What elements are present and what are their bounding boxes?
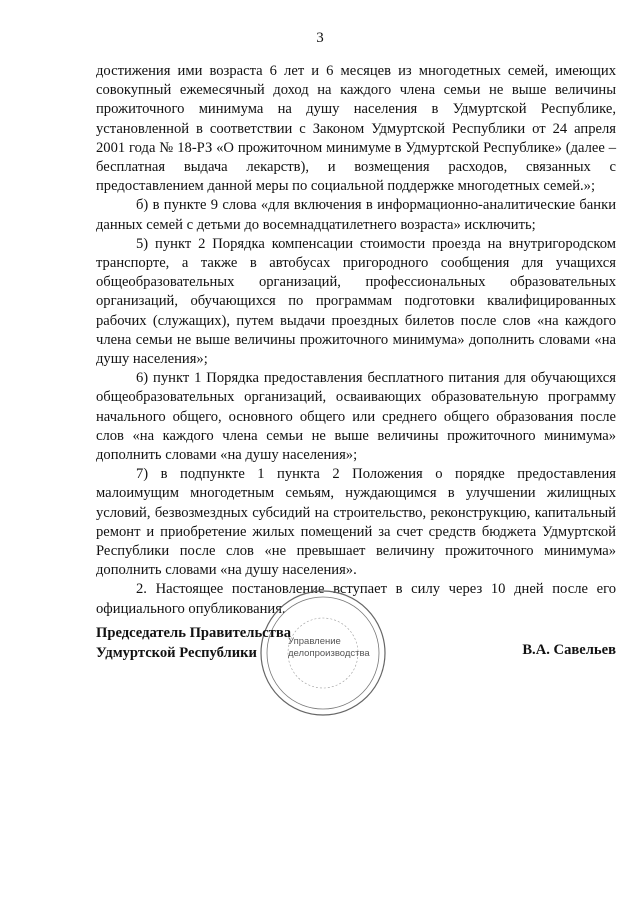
signatory-title-line1: Председатель Правительства — [96, 625, 292, 641]
stamp-text — [288, 636, 370, 660]
paragraph-item-b: б) в пункте 9 слова «для включения в информационно-аналитические банки данных семей с детьми до восемнадцатилетнего возраста» исключить; — [96, 197, 616, 233]
document-body — [96, 62, 616, 619]
stamp-text-line2: делопроизводства — [288, 648, 370, 659]
stamp-text-line1: Управление — [288, 636, 341, 647]
signatory-title-line2: Удмуртской Республики — [96, 644, 257, 661]
paragraph-item-5: 5) пункт 2 Порядка компенсации стоимости проезда на внутригородском транспорте, а также в автобусах пригородного сообщения для учащихся общеобразовательных организаций, профессиональных образовательных организаций, обучающихся по программам подготовки квалифицированных рабочих (служащих), путем выдачи проездных билетов после слов «на каждого члена семьи не выше величины прожиточного минимума» дополнить словами «на душу населения»; — [96, 235, 616, 368]
page-number: 3 — [316, 30, 324, 46]
paragraph-effective-date: 2. Настоящее постановление вступает в силу через 10 дней после его официального опубликования. — [96, 581, 616, 617]
paragraph-item-6: 6) пункт 1 Порядка предоставления бесплатного питания для обучающихся общеобразовательных организаций, осваивающих образовательную программу начального общего, основного общего или среднего общего образования после слов «на каждого члена семьи не выше величины прожиточного минимума» дополнить словами «на душу населения»; — [96, 370, 616, 464]
paragraph-item-7: 7) в подпункте 1 пункта 2 Положения о порядке предоставления малоимущим многодетным семьям, нуждающимся в улучшении жилищных условий, безвозмездных субсидий на строительство, реконструкцию, капитальный ремонт и приобретение жилых помещений за счет средств бюджета Удмуртской Республики после слов «не превышает величину прожиточного минимума» дополнить словами «на душу населения». — [96, 466, 616, 579]
signatory-title — [96, 624, 291, 663]
signatory-name: В.А. Савельев — [522, 642, 616, 658]
paragraph-continuation: достижения ими возраста 6 лет и 6 месяцев из многодетных семей, имеющих совокупный ежемесячный доход на каждого члена семьи не выше величины прожиточного минимума на душу населения в Удмуртской Республике, установленной в соответствии с Законом Удмуртской Республики от 24 апреля 2001 года № 18-РЗ «О прожиточном минимуме в Удмуртской Республике» (далее – бесплатная выдача лекарств), и возмещения расходов, связанных с предоставлением данной меры по социальной поддержке многодетных семей.»; — [96, 63, 616, 195]
